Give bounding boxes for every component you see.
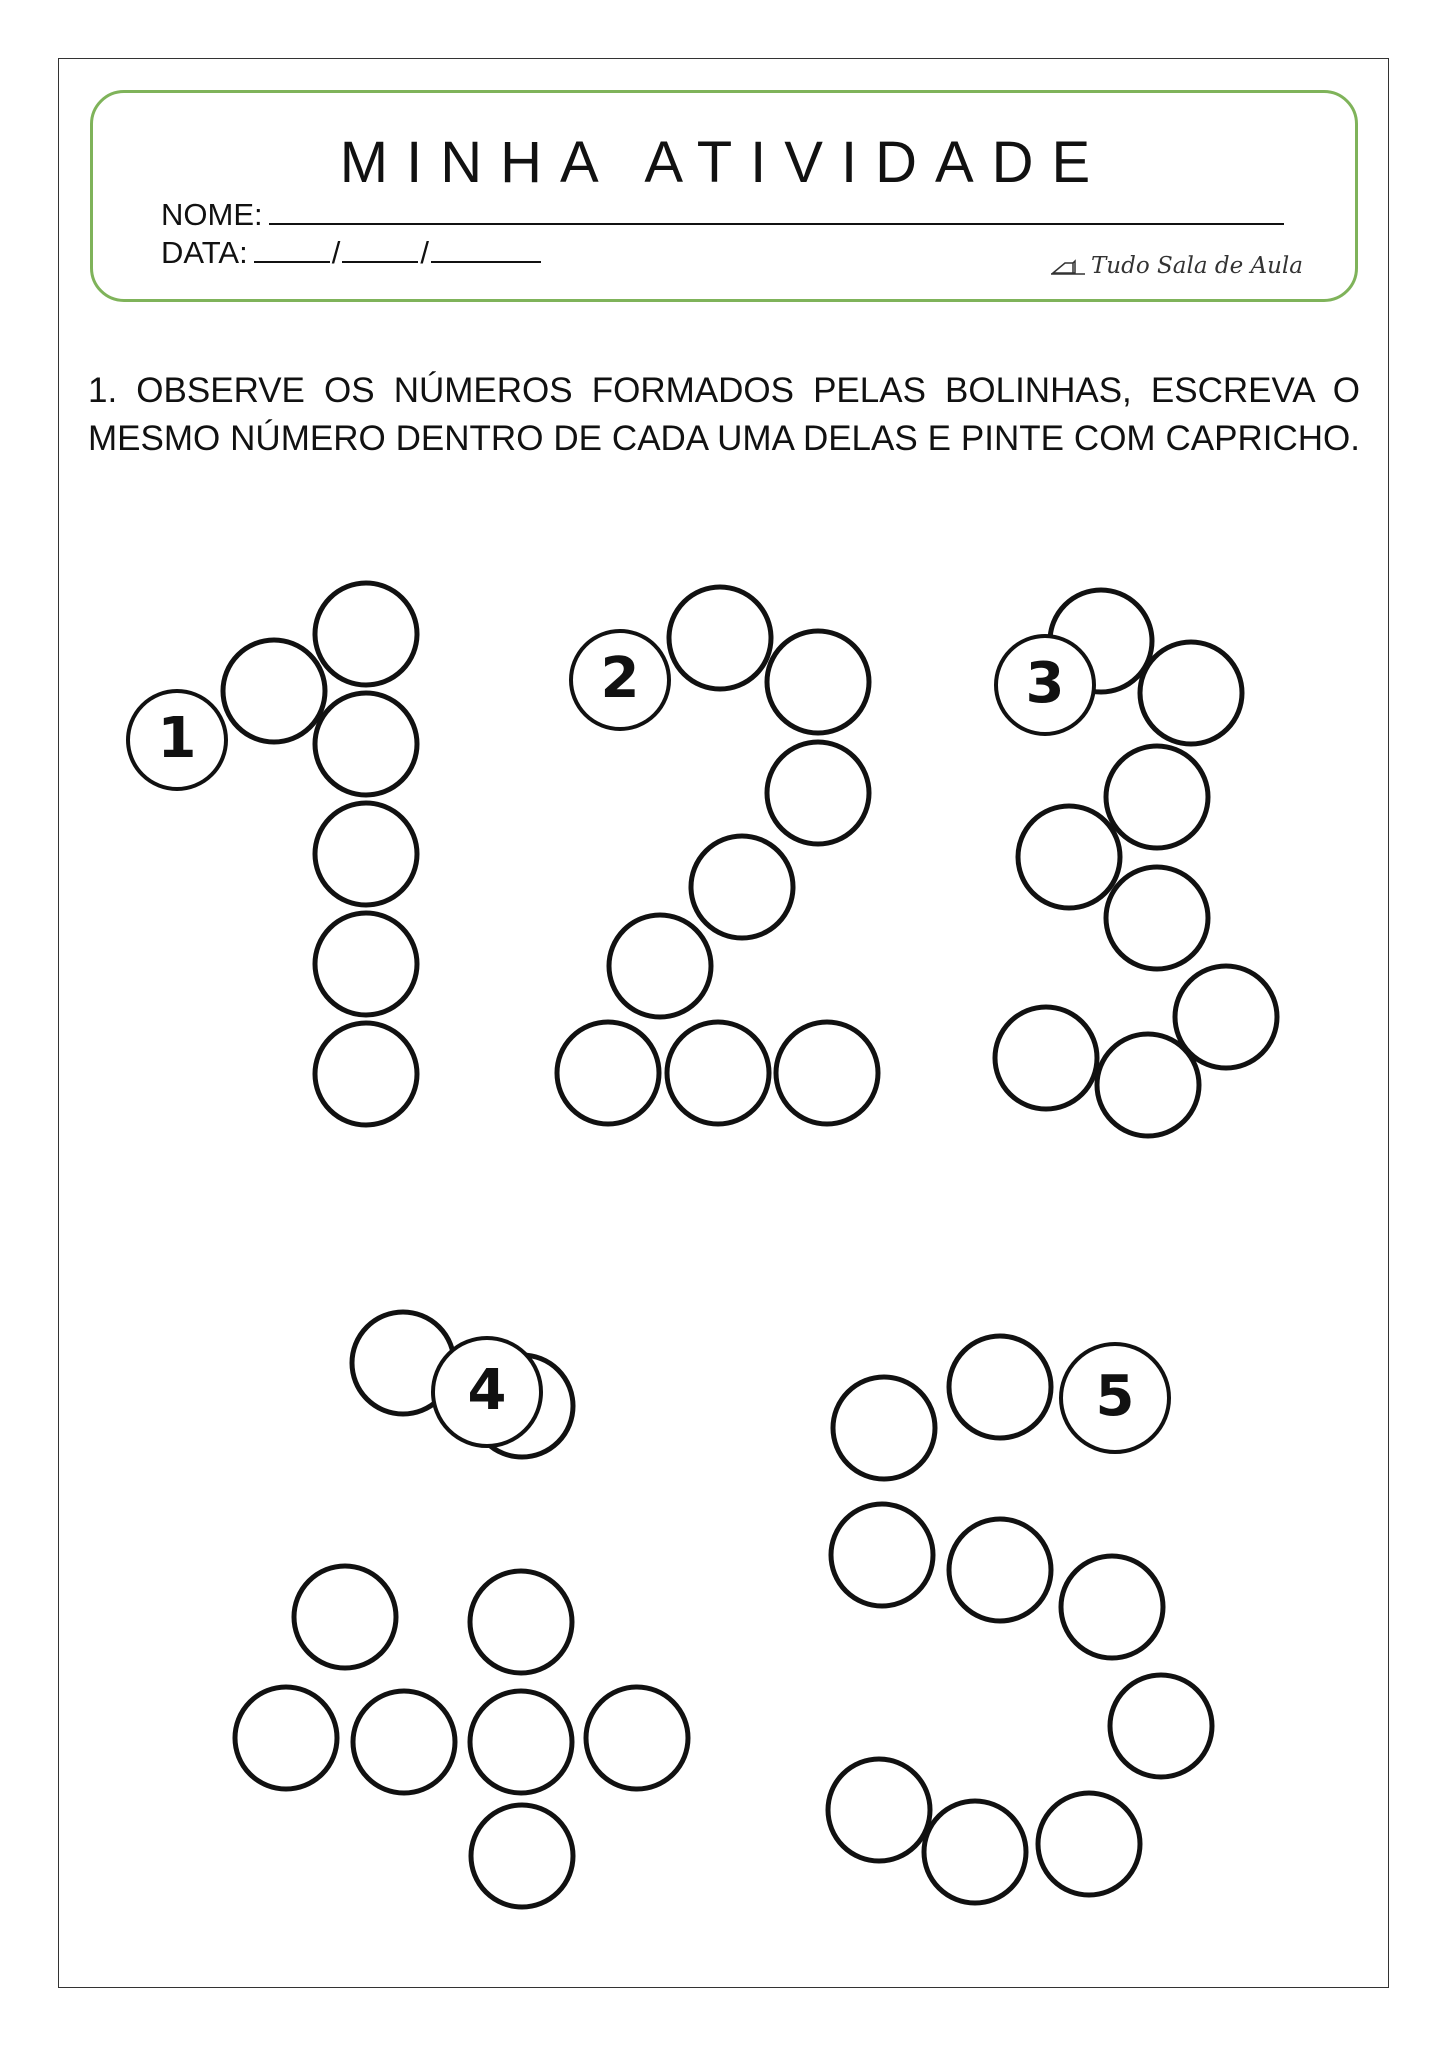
number-5-circle[interactable] (924, 1801, 1026, 1903)
number-2-circle[interactable] (667, 1022, 769, 1124)
number-5-circle[interactable] (1110, 1675, 1212, 1777)
instruction-text: 1. OBSERVE OS NÚMEROS FORMADOS PELAS BOLINHAS, ESCREVA O MESMO NÚMERO DENTRO DE CADA UMA DELAS E PINTE COM CAPRICHO. (88, 371, 1360, 458)
number-5-circle[interactable] (831, 1504, 933, 1606)
number-5-circle[interactable] (949, 1336, 1051, 1438)
number-3-circle[interactable] (995, 1007, 1097, 1109)
number-4-circle[interactable] (470, 1571, 572, 1673)
name-label: NOME: (161, 197, 263, 232)
number-5-label: 5 (1095, 1364, 1135, 1430)
date-slash: / (420, 235, 429, 270)
number-4-circle[interactable] (294, 1566, 396, 1668)
number-5-circle[interactable] (949, 1519, 1051, 1621)
circle-group (223, 583, 1277, 1907)
number-5-circle[interactable] (833, 1377, 935, 1479)
number-4-circle[interactable] (471, 1805, 573, 1907)
number-2-circle[interactable] (767, 742, 869, 844)
number-1-circle[interactable] (315, 693, 417, 795)
number-2-circle[interactable] (776, 1022, 878, 1124)
page-title: MINHA ATIVIDADE (339, 130, 1109, 195)
number-4-circle[interactable] (353, 1691, 455, 1793)
number-1-circle[interactable] (315, 803, 417, 905)
number-4-label: 4 (467, 1358, 507, 1424)
number-4-circle[interactable] (235, 1687, 337, 1789)
date-slash: / (331, 235, 341, 270)
number-1-label: 1 (157, 706, 197, 772)
number-1-circle[interactable] (315, 913, 417, 1015)
number-5-circle[interactable] (1038, 1793, 1140, 1895)
number-4-circle[interactable] (470, 1691, 572, 1793)
number-2-circle[interactable] (691, 836, 793, 938)
number-1-circle[interactable] (315, 1023, 417, 1125)
number-5-circle[interactable] (1061, 1556, 1163, 1658)
number-2-circle[interactable] (609, 915, 711, 1017)
number-3-label: 3 (1025, 651, 1065, 717)
number-1-circle[interactable] (315, 583, 417, 685)
number-2-label: 2 (600, 646, 640, 712)
number-3-circle[interactable] (1106, 746, 1208, 848)
number-3-circle[interactable] (1018, 806, 1120, 908)
number-3-circle[interactable] (1140, 642, 1242, 744)
number-2-circle[interactable] (669, 587, 771, 689)
number-2-circle[interactable] (767, 631, 869, 733)
number-3-circle[interactable] (1106, 867, 1208, 969)
number-4-circle[interactable] (586, 1687, 688, 1789)
brand-name: Tudo Sala de Aula (1090, 253, 1303, 279)
number-1-circle[interactable] (223, 640, 325, 742)
number-5-circle[interactable] (828, 1759, 930, 1861)
date-label: DATA: (161, 235, 248, 270)
number-2-circle[interactable] (557, 1022, 659, 1124)
number-3-circle[interactable] (1097, 1034, 1199, 1136)
